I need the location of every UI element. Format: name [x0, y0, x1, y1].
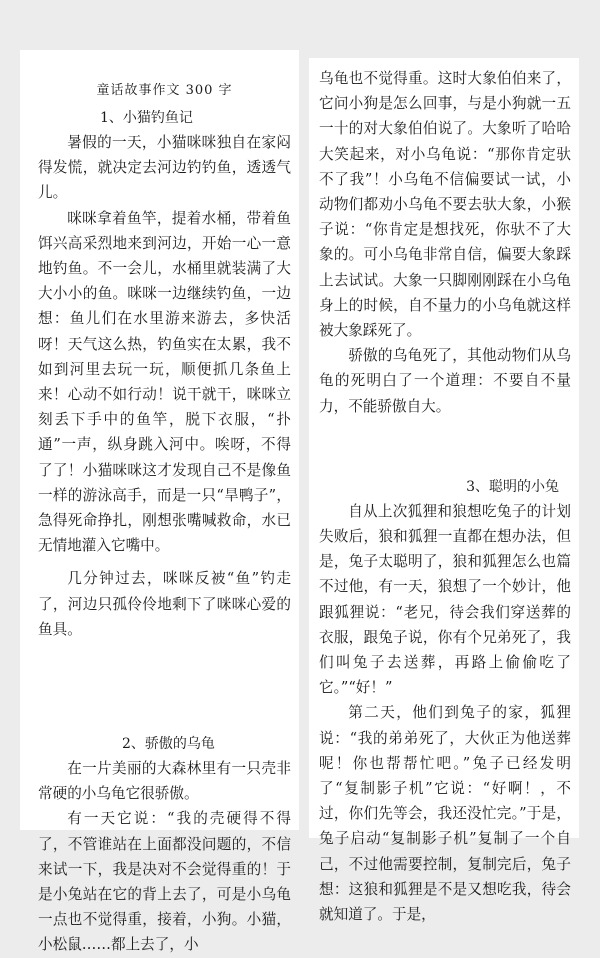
right-column: [309, 58, 579, 924]
story-1-paragraph-2: 咪咪拿着鱼竿，提着水桶，带着鱼饵兴高采烈地来到河边，开始一心一意地钓鱼。不一会儿，水桶里就装满了大大小小的鱼。咪咪一边继续钓鱼，一边想：鱼儿们在水里游来游去，多快活呀！天气这么热，钓鱼实在太累，我不如到河里去玩一玩，顺便抓几条鱼上来！心动不如行动！说干就干，咪咪立刻丢下手中的鱼竿，脱下衣服，“扑通”一声，纵身跳入河中。唉呀，不得了了！小猫咪咪这才发现自己不是像鱼一样的游泳高手，而是一只“旱鸭子”，急得死命挣扎，刚想张嘴喊救命，水已无情地灌入它嘴中。: [38, 209, 291, 555]
story-2-paragraph-1: 在一片美丽的大森林里有一只壳非常硬的小乌龟它很骄傲。: [38, 760, 291, 803]
story-1-paragraph-3: 几分钟过去，咪咪反被“鱼”钓走了，河边只孤伶伶地剩下了咪咪心爱的鱼具。: [38, 570, 291, 638]
story-1-paragraph-1: 暑假的一天，小猫咪咪独自在家闷得发慌，就决定去河边钓钓鱼，透透气儿。: [38, 134, 291, 202]
story-3-paragraph-1: 自从上次狐狸和狼想吃兔子的计划失败后，狼和狐狸一直都在想办法，但是，兔子太聪明了，狼和狐狸怎么也篇不过他，有一天，狼想了一个妙计，他跟狐狸说：“老兄，待会我们穿送葬的衣服，跟兔子说，你有个兄弟死了，我们叫兔子去送葬，再路上偷偷吃了它。”“好！”: [319, 502, 571, 697]
story-2-heading: 2、骄傲的乌龟: [122, 736, 215, 753]
story-2-paragraph-2: 有一天它说：“我的壳硬得不得了，不管谁站在上面都没问题的，不信来试一下，我是决对不会觉得重的！于是小兔站在它的背上去了，可是小乌龟一点也不觉得重，接着，小狗。小猫，小松鼠……都上去了，小: [38, 810, 291, 954]
document-title: 童话故事作文 300 字: [96, 83, 233, 98]
story-3-heading: 3、聪明的小兔: [466, 478, 559, 495]
left-column: [20, 50, 299, 954]
story-1-heading: 1、小猫钓鱼记: [100, 110, 193, 126]
story-2-paragraph-3: 骄傲的乌龟死了，其他动物们从乌龟的死明白了一个道理：不要自不量力，不能骄傲自大。: [319, 347, 571, 415]
story-2-paragraph-2-continued: 乌龟也不觉得重。这时大象伯伯来了，它问小狗是怎么回事，与是小狗就一五一十的对大象伯伯说了。大象听了哈哈大笑起来，对小乌龟说：“那你肯定驮不了我”！小乌龟不信偏要试一试，小动物们都劝小乌龟不要去驮大象，小猴子说：“你肯定是想找死，你驮不了大象的。可小乌龟非常自信，偏要大象踩上去试试。大象一只脚刚刚踩在小乌龟身上的时候，自不量力的小乌龟就这样被大象踩死了。: [319, 70, 571, 340]
story-3-paragraph-2: 第二天，他们到兔子的家，狐狸说：“我的弟弟死了，大伙正为他送葬呢！你也帮帮忙吧。”兔子已经发明了“复制影子机”它说：“好啊！，不过，你们先等会，我还没忙完。”于是，兔子启动“复制影子机”复制了一个自己，不过他需要控制，复制完后，兔子想：这狼和狐狸是不是又想吃我，待会就知道了。于是，: [319, 704, 571, 924]
